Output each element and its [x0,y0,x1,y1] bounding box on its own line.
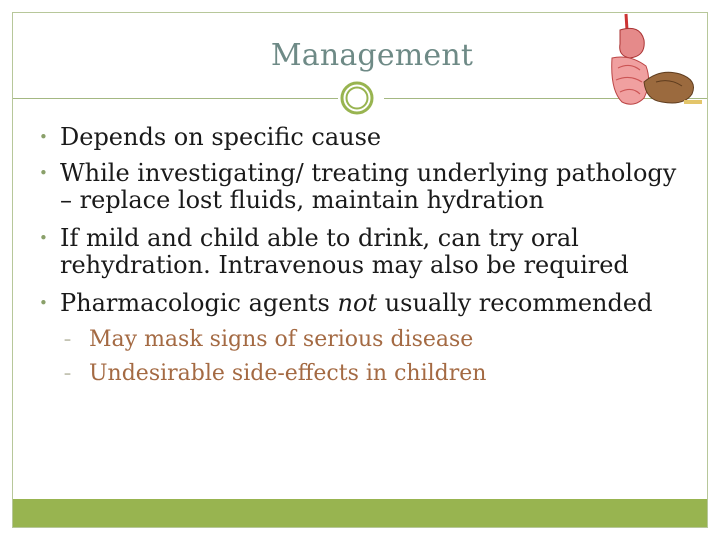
bullet-item [34,124,694,151]
sub-bullet-marker: – [64,366,71,382]
bullet-marker: • [39,229,48,247]
slide-title: Management [270,38,474,73]
digestive-system-icon [600,10,708,110]
sub-bullet-item [34,323,694,357]
bullet-marker: • [39,164,48,182]
sub-bullet-marker: – [64,332,71,348]
bullet-marker: • [39,128,48,146]
bullet-marker: • [39,294,48,312]
sub-bullet-item [34,357,694,391]
sub-bullet-list [34,323,694,391]
bullet-item [34,290,694,317]
sub-bullet-text: Undesirable side-effects in children [89,361,487,386]
title-divider-left [13,98,338,99]
slide-body [34,124,694,391]
bullet-text: If mild and child able to drink, can try oral rehydration. Intravenous may also be required [60,224,629,279]
ring-ornament-icon [339,80,375,116]
bullet-item [34,225,694,279]
bullet-text-pre: Pharmacologic agents [60,289,338,317]
bullet-text-post: usually recommended [377,289,653,317]
footer-bar [13,499,707,527]
bullet-text: Depends on specific cause [60,123,382,151]
bullet-text-emphasis: not [337,289,378,317]
bullet-text: While investigating/ treating underlying pathology – replace lost fluids, maintain hydration [60,159,677,214]
sub-bullet-text: May mask signs of serious disease [89,327,474,352]
bullet-item [34,160,694,214]
